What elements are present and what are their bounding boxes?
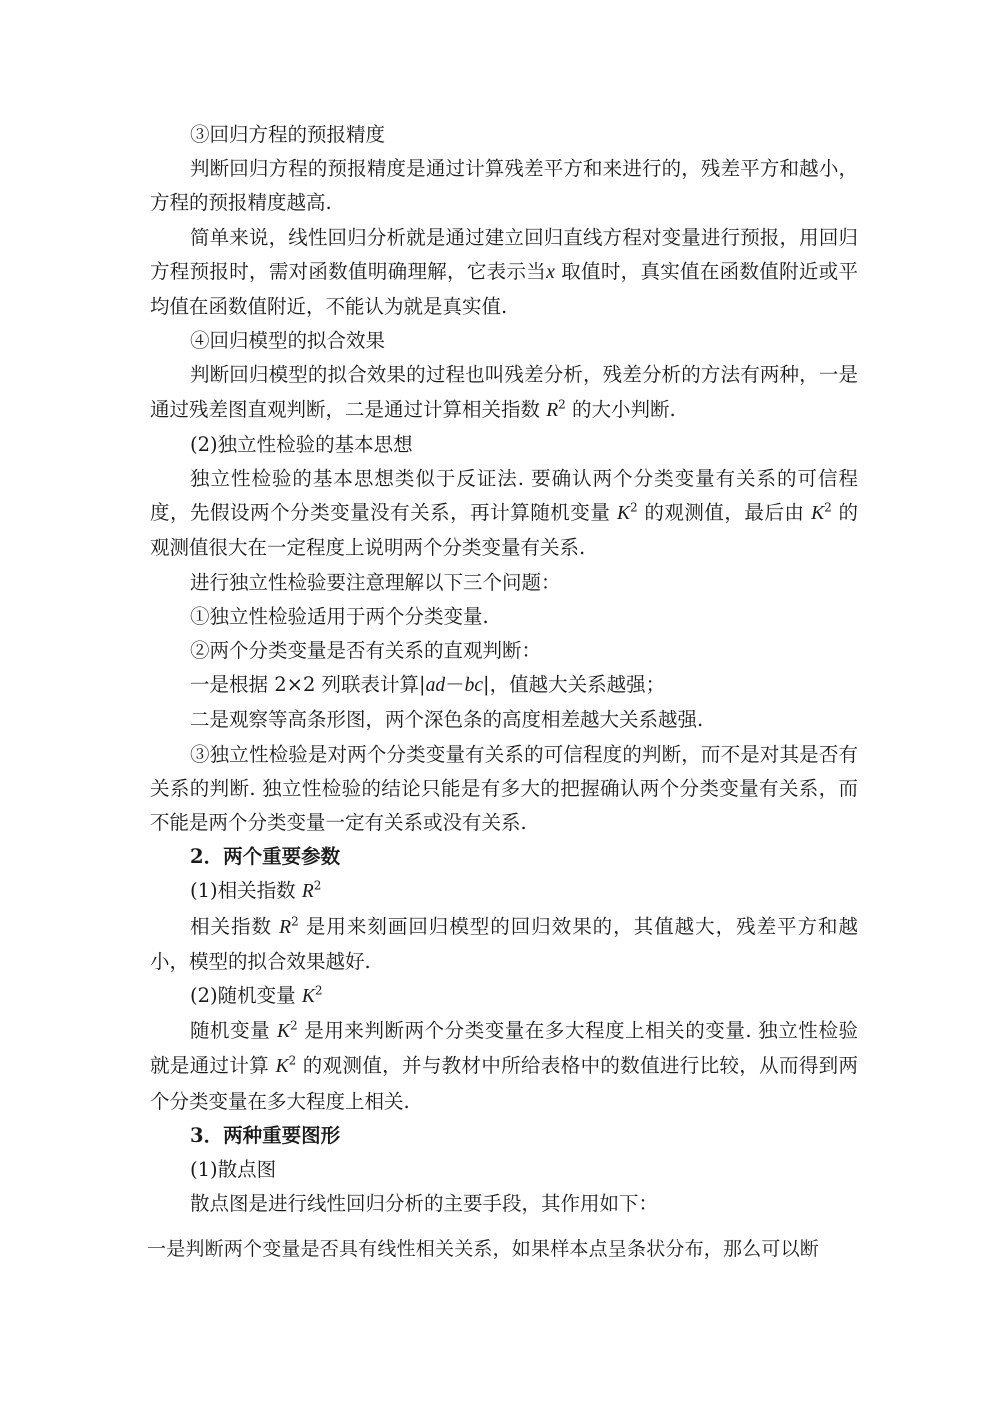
text: 的大小判断. [565,397,676,421]
text: 的观测值，并与教材中所给表格中的数值进行比较，从而得到两个分类变量在多大程度上相关. [150,1054,858,1113]
math-K: K [811,503,825,525]
minus-sign: － [445,673,465,697]
text: (2)随机变量 [190,984,302,1008]
paragraph-precision: 判断回归方程的预报精度是通过计算残差平方和来进行的，残差平方和越小，方程的预报精度越高. [150,157,858,215]
math-K: K [301,986,315,1008]
text: 独立性检验的基本思想类似于反证法. 要确认两个分类变量有关系的可信程度，先假设两个分类变量没有关系，再计算随机变量 [150,467,858,525]
math-K: K [275,1056,289,1078]
superscript: 2 [314,983,323,998]
subheading-regression-precision: ③回归方程的预报精度 [190,123,386,146]
text: |，值越大关系越强； [483,673,666,697]
math-ad: ad [425,675,446,697]
subheading-r-squared [150,874,858,909]
section-heading-graphs: 3．两种重要图形 [190,1123,341,1147]
paragraph-residual-analysis [150,358,858,427]
math-R: R [546,399,559,421]
paragraph-scatter-use-1: 一是判断两个变量是否具有线性相关关系，如果样本点呈条状分布，那么可以断 [147,1237,820,1260]
math-x: x [546,261,555,283]
paragraph-scatter-plot: 散点图是进行线性回归分析的主要手段，其作用如下： [190,1192,659,1216]
document-page [147,118,859,1266]
text: 的观测值很大在一定程度上说明两个分类变量有关系. [150,501,859,560]
subheading-independence-test: (2)独立性检验的基本思想 [190,432,413,456]
text: 判断回归模型的拟合效果的过程也叫残差分析，残差分析的方法有两种，一是通过残差图直观判断，二是通过计算相关指数 [150,363,858,421]
superscript: 2 [558,397,566,412]
superscript: 2 [824,500,832,515]
math-R: R [301,881,314,903]
subheading-k-squared [150,979,858,1014]
superscript: 2 [291,914,299,929]
paragraph-contingency [150,668,858,703]
text: 相关指数 [190,914,280,938]
math-bc: bc [464,675,484,697]
math-K: K [616,503,630,525]
list-item-3: ③独立性检验是对两个分类变量有关系的可信程度的判断，而不是对其是否有关系的判断. 独立性检验的结论只能是有多大的把握确认两个分类变量有关系，而不能是两个分类变量一定有关系或没有关系. [150,742,858,835]
superscript: 2 [288,1053,297,1068]
subheading-fit-effect: ④回归模型的拟合效果 [190,329,386,353]
math-K: K [276,1021,290,1043]
text: 简单来说，线性回归分析就是通过建立回归直线方程对变量进行预报，用回归方程预报时，需对函数值明确理解，它表示当 [150,225,858,283]
text: 是用来判断两个分类变量在多大程度上相关的变量. 独立性检验就是通过计算 [150,1019,858,1078]
paragraph-bar-chart: 二是观察等高条形图，两个深色条的高度相差越大关系越强. [190,708,704,732]
superscript: 2 [289,1018,298,1033]
superscript: 2 [313,878,322,893]
superscript: 2 [629,500,638,515]
subheading-scatter-plot: (1)散点图 [190,1158,277,1182]
text: 是用来刻画回归模型的回归效果的，其值越大，残差平方和越小，模型的拟合效果越好. [150,914,859,973]
text: 随机变量 [190,1019,277,1043]
paragraph-summary [150,221,858,325]
list-item-1: ①独立性检验适用于两个分类变量. [190,604,489,628]
paragraph-r-squared [150,910,858,979]
text: 的观测值，最后由 [637,501,812,525]
text: 取值时，真实值在函数值附近或平均值在函数值附近，不能认为就是真实值. [150,259,858,319]
list-item-2: ②两个分类变量是否有关系的直观判断： [190,639,542,663]
paragraph-three-issues: 进行独立性检验要注意理解以下三个问题： [190,570,561,594]
math-R: R [279,916,292,938]
text: (1)相关指数 [190,879,302,903]
paragraph-k-squared [150,1014,858,1119]
section-heading-parameters: 2．两个重要参数 [190,845,341,869]
paragraph-independence-idea [150,462,858,566]
text: 一是根据 2×2 列联表计算| [190,673,426,697]
